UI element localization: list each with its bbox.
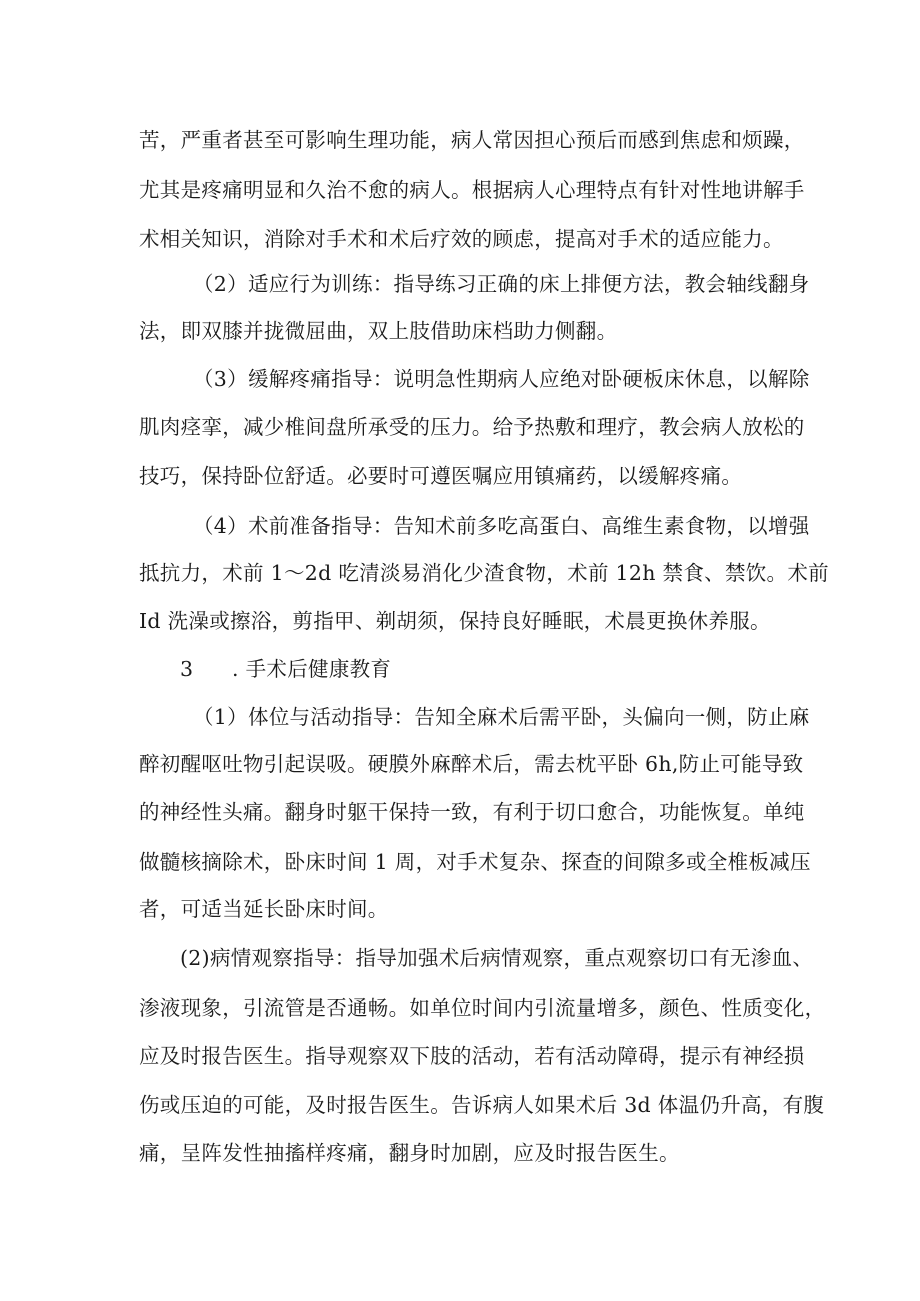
text-line: （2）适应行为训练：指导练习正确的床上排便方法，教会轴线翻身 — [193, 272, 810, 296]
text-line: 痛，呈阵发性抽搐样疼痛，翻身时加剧，应及时报告医生。 — [139, 1141, 680, 1165]
text-line: Id 洗澡或擦浴，剪指甲、剃胡须，保持良好睡眠，术晨更换休养服。 — [139, 609, 771, 633]
text-line: 的神经性头痛。翻身时躯干保持一致，有利于切口愈合，功能恢复。单纯 — [139, 800, 805, 824]
text-line: 术相关知识，消除对手术和术后疗效的顾虑，提高对手术的适应能力。 — [139, 227, 784, 251]
text-line: （1）体位与活动指导：告知全麻术后需平卧，头偏向一侧，防止麻 — [193, 705, 810, 729]
text-line: （3）缓解疼痛指导：说明急性期病人应绝对卧硬板床休息，以解除 — [193, 367, 810, 391]
text-line: 苦，严重者甚至可影响生理功能，病人常因担心预后而感到焦虑和烦躁， — [139, 128, 805, 152]
text-line: 尤其是疼痛明显和久治不愈的病人。根据病人心理特点有针对性地讲解手 — [139, 178, 805, 202]
text-line: (2)病情观察指导：指导加强术后病情观察，重点观察切口有无渗血、 — [180, 946, 814, 970]
text-line: （4）术前准备指导：告知术前多吃高蛋白、高维生素食物，以增强 — [193, 514, 810, 538]
section-title: . 手术后健康教育 — [232, 657, 392, 681]
text-line: 渗液现象，引流管是否通畅。如单位时间内引流量增多，颜色、性质变化， — [139, 996, 826, 1020]
text-line: 醉初醒呕吐物引起误吸。硬膜外麻醉术后，需去枕平卧 6h,防止可能导致 — [139, 752, 804, 776]
text-line: 者，可适当延长卧床时间。 — [139, 897, 389, 921]
text-line: 做髓核摘除术，卧床时间 1 周，对手术复杂、探查的间隙多或全椎板减压 — [139, 850, 811, 874]
text-line: 肌肉痉挛，减少椎间盘所承受的压力。给予热敷和理疗，教会病人放松的 — [139, 415, 805, 439]
text-line: 伤或压迫的可能，及时报告医生。告诉病人如果术后 3d 体温仍升高，有腹 — [139, 1093, 825, 1117]
text-line: 法，即双膝并拢微屈曲，双上肢借助床档助力侧翻。 — [139, 319, 618, 343]
text-line: 技巧，保持卧位舒适。必要时可遵医嘱应用镇痛药，以缓解疼痛。 — [139, 464, 743, 488]
text-line: 应及时报告医生。指导观察双下肢的活动，若有活动障碍，提示有神经损 — [139, 1044, 805, 1068]
text-line: 抵抗力，术前 1～2d 吃清淡易消化少渣食物，术前 12h 禁食、禁饮。术前 — [139, 561, 829, 585]
section-number: 3 — [180, 657, 194, 681]
